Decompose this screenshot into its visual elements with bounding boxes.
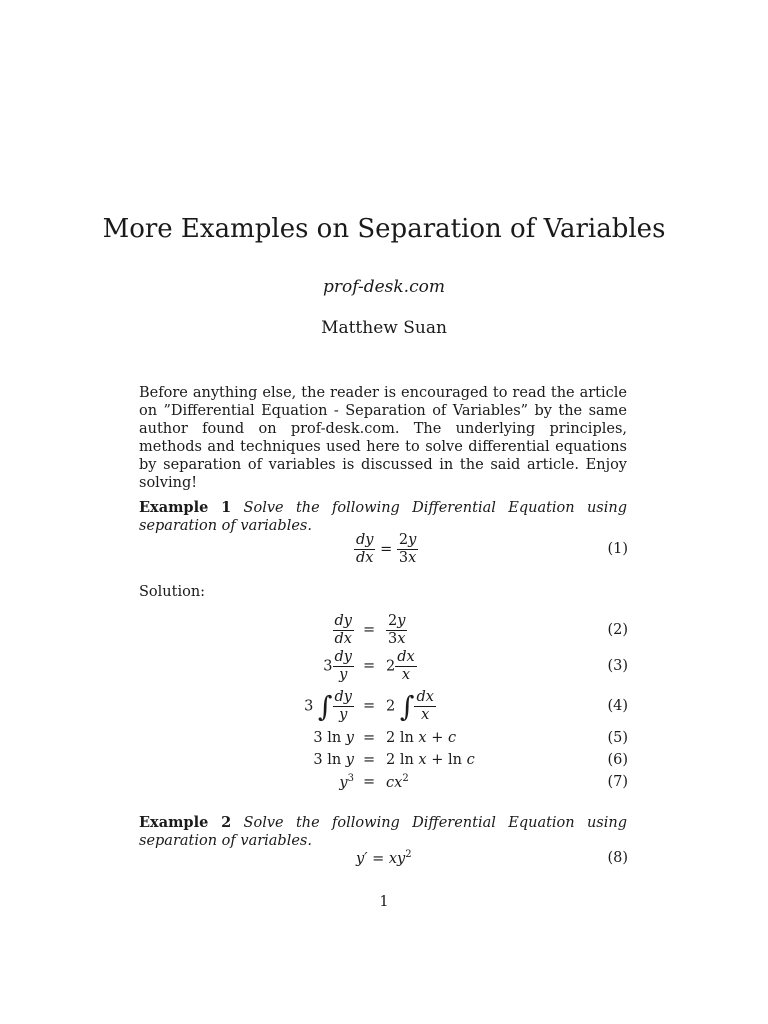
intro-paragraph: Before anything else, the reader is encouraged to read the article on ”Differential Equation - Separation of Variables” by the same author found on prof-desk.com. The underlying principles, methods and techniques used here to solve differential equations by separation of variables is discussed in the said article. Enjoy solving!	[139, 385, 627, 491]
equation-number: (5)	[607, 730, 628, 746]
equation-1-math: $\frac{dy}{dx}$ = $\frac{2y}{3x}$	[356, 531, 417, 566]
author-name: Matthew Suan	[321, 318, 447, 338]
equation-2: $\frac{dy}{dx}$ = $\frac{2y}{3x}$ (2)	[334, 612, 628, 647]
equation-number: (2)	[607, 622, 628, 638]
page-number: 1	[379, 894, 389, 910]
example-2-text: Solve the following Differential Equation using separation of variables.	[139, 815, 628, 849]
example-2-label: Example 2	[139, 814, 232, 831]
equation-number: (3)	[607, 658, 628, 674]
paper-title: More Examples on Separation of Variables	[102, 214, 666, 244]
example-1-label: Example 1	[139, 499, 232, 516]
equation-number: (4)	[607, 698, 628, 714]
equation-number: (8)	[607, 850, 628, 866]
equation-8	[0, 846, 768, 870]
equation-5: 3 ln y = 2 ln x + c (5)	[313, 730, 628, 746]
equation-number: (6)	[607, 752, 628, 768]
equation-1	[0, 531, 768, 566]
equation-number: (7)	[607, 774, 628, 790]
example-1-text: Solve the following Differential Equation using separation of variables.	[139, 500, 628, 534]
equation-4: 3 ∫ $\frac{dy}{y}$ = 2 ∫ $\frac{dx}{x}$ (4)	[304, 688, 628, 723]
example-2	[139, 814, 627, 850]
equation-8-math: $y' = xy^2$	[356, 849, 412, 867]
equation-3: 3 $\frac{dy}{y}$ = 2 $\frac{dx}{x}$ (3)	[323, 648, 628, 683]
equation-7: $y^3$ = $cx^2$ (7)	[339, 773, 628, 791]
example-1	[139, 499, 627, 535]
site-name: prof-desk.com	[323, 277, 445, 297]
equation-6: 3 ln y = 2 ln x + ln c (6)	[313, 752, 628, 768]
equation-number: (1)	[607, 541, 628, 557]
solution-label: Solution:	[139, 584, 206, 600]
